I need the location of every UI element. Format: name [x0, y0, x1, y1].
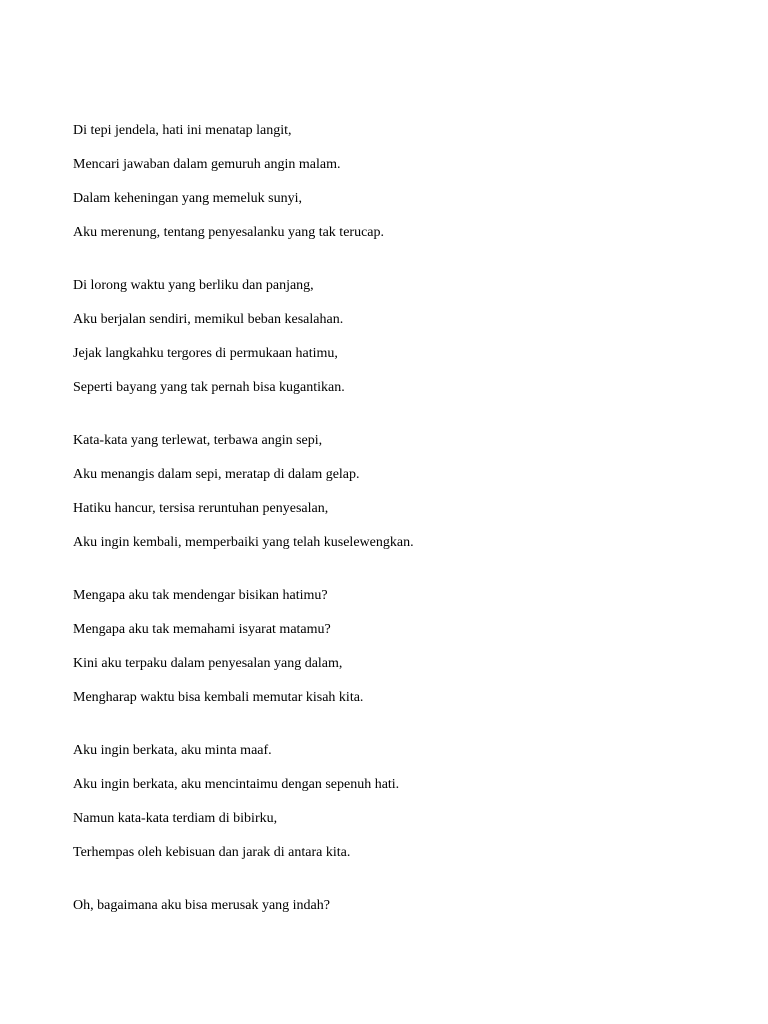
- poem-line: Terhempas oleh kebisuan dan jarak di antara kita.: [73, 845, 351, 860]
- poem-line: Di tepi jendela, hati ini menatap langit,: [73, 123, 292, 138]
- poem-line: Aku ingin kembali, memperbaiki yang telah kuselewengkan.: [73, 535, 414, 550]
- poem-line: Jejak langkahku tergores di permukaan hatimu,: [73, 346, 338, 361]
- stanza-1: [73, 121, 713, 243]
- poem-line: Aku ingin berkata, aku mencintaimu dengan sepenuh hati.: [73, 777, 400, 792]
- poem-line: Aku merenung, tentang penyesalanku yang tak terucap.: [73, 225, 385, 240]
- stanza-3: [73, 431, 713, 553]
- poem-line: Mencari jawaban dalam gemuruh angin malam.: [73, 157, 341, 172]
- poem-line: Hatiku hancur, tersisa reruntuhan penyesalan,: [73, 501, 329, 516]
- poem-line: Aku berjalan sendiri, memikul beban kesalahan.: [73, 312, 344, 327]
- poem-line: Seperti bayang yang tak pernah bisa kugantikan.: [73, 380, 345, 395]
- stanza-2: [73, 276, 713, 398]
- poem-line: Kata-kata yang terlewat, terbawa angin sepi,: [73, 433, 323, 448]
- poem-line: Mengharap waktu bisa kembali memutar kisah kita.: [73, 690, 364, 705]
- poem-line: Aku ingin berkata, aku minta maaf.: [73, 743, 272, 758]
- poem-line: Namun kata-kata terdiam di bibirku,: [73, 811, 278, 826]
- poem-line: Mengapa aku tak mendengar bisikan hatimu?: [73, 588, 328, 603]
- poem-line: Di lorong waktu yang berliku dan panjang,: [73, 278, 314, 293]
- poem-line: Dalam keheningan yang memeluk sunyi,: [73, 191, 302, 206]
- poem-line: Kini aku terpaku dalam penyesalan yang dalam,: [73, 656, 343, 671]
- poem-line: Aku menangis dalam sepi, meratap di dalam gelap.: [73, 467, 360, 482]
- stanza-4: [73, 586, 713, 708]
- poem-line: Mengapa aku tak memahami isyarat matamu?: [73, 622, 331, 637]
- stanza-5: [73, 741, 713, 863]
- stanza-6: [73, 896, 713, 916]
- poem-line: Oh, bagaimana aku bisa merusak yang indah?: [73, 898, 330, 913]
- document-page: [73, 121, 713, 949]
